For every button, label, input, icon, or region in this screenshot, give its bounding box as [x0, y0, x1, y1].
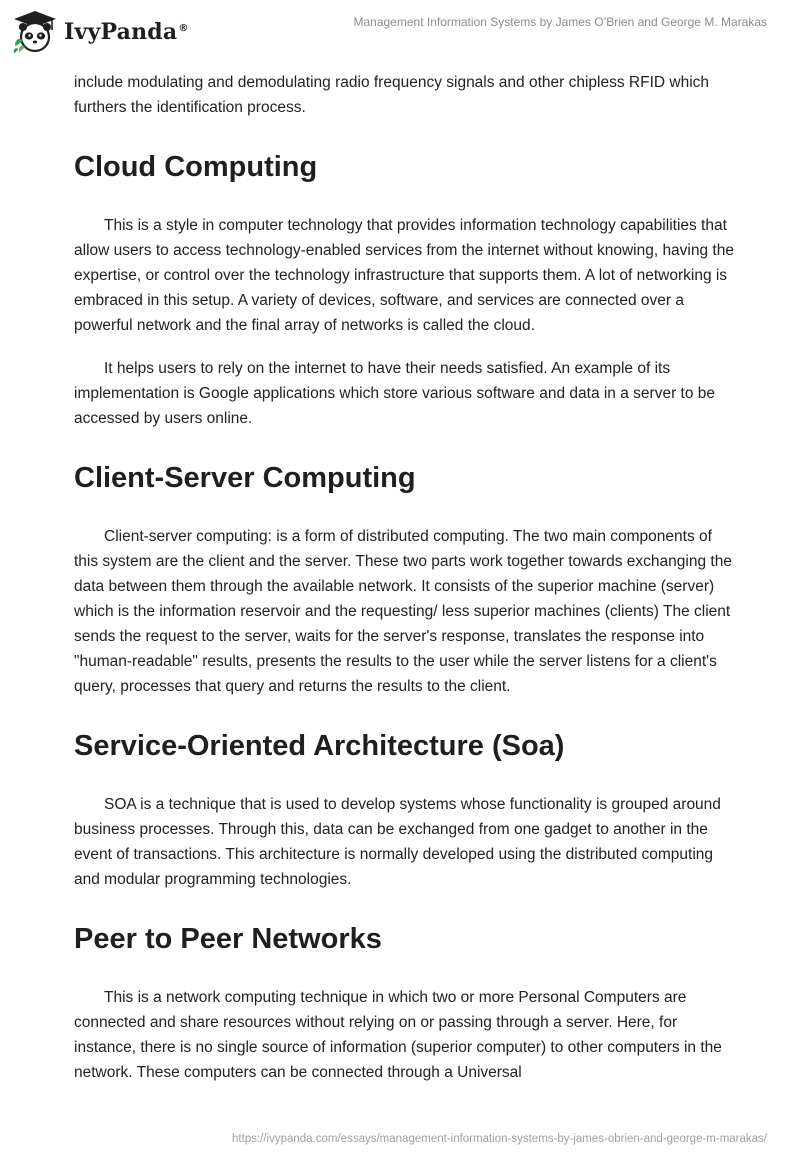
section-heading-peer-to-peer: Peer to Peer Networks: [74, 923, 382, 955]
logo-wordmark: IvyPanda®: [64, 19, 189, 45]
ivypanda-logo[interactable]: [12, 8, 189, 56]
paragraph-cloud-2: It helps users to rely on the internet to have their needs satisfied. An example of its implementation is Google applications which store various software and data in a server to be accessed by users online.: [74, 360, 716, 427]
paragraph-soa-1: SOA is a technique that is used to develop systems whose functionality is grouped around business processes. Through this, data can be exchanged from one gadget to another in the event of transactions. This architecture is normally developed using the distributed computing and modular programming technologies.: [74, 796, 721, 888]
essay-body: [74, 70, 734, 1085]
section-heading-soa: Service-Oriented Architecture (Soa): [74, 730, 565, 762]
page-header: [0, 0, 800, 64]
document-running-title: Management Information Systems by James O’Brien and George M. Marakas: [353, 15, 767, 29]
paragraph-client-server-1: Client-server computing: is a form of distributed computing. The two main components of this system are the client and the server. These two parts work together towards exchanging the data between them through the available network. It consists of the superior machine (server) which is the information reservoir and the requesting/ less superior machines (clients) The client sends the request to the server, waits for the server's response, translates the response into "human-readable" results, presents the results to the user while the server listens for a client's query, processes that query and returns the results to the client.: [74, 528, 732, 695]
panda-mascot-icon: [12, 10, 58, 54]
registered-mark: ®: [178, 22, 189, 34]
section-heading-client-server: Client-Server Computing: [74, 462, 416, 494]
section-heading-cloud-computing: Cloud Computing: [74, 151, 318, 183]
paragraph-peer-to-peer-1: This is a network computing technique in which two or more Personal Computers are connected and share resources without relying on or passing through a server. Here, for instance, there is no single source of information (superior computer) to other computers in the network. These computers can be connected through a Universal: [74, 989, 722, 1081]
paragraph-cloud-1: This is a style in computer technology that provides information technology capabilities that allow users to access technology-enabled services from the internet without knowing, having the expertise, or control over the technology infrastructure that supports them. A lot of networking is embraced in this setup. A variety of devices, software, and services are connected over a powerful network and the final array of networks is called the cloud.: [74, 217, 734, 334]
intro-paragraph: include modulating and demodulating radio frequency signals and other chipless RFID which furthers the identification process.: [74, 74, 710, 116]
source-url-link[interactable]: https://ivypanda.com/essays/management-information-systems-by-james-obrien-and-george-m-marakas/: [232, 1133, 767, 1145]
